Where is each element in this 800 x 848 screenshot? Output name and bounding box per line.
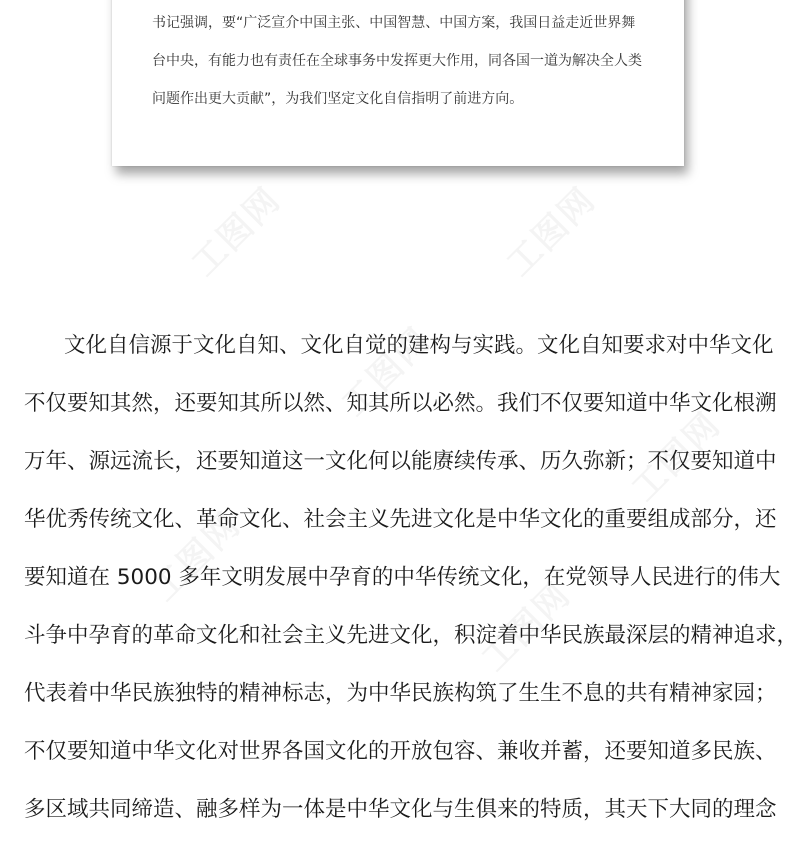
body-line: 不仅要知其然，还要知其所以然、知其所以必然。我们不仅要知道中华文化根溯 <box>24 391 777 416</box>
quote-line: 台中央，有能力也有责任在全球事务中发挥更大作用，同各国一道为解决全人类 <box>152 53 642 69</box>
body-line: 文化自信源于文化自知、文化自觉的建构与实践。文化自知要求对中华文化 <box>64 333 774 358</box>
body-line: 多区域共同缔造、融多样为一体是中华文化与生俱来的特质，其天下大同的理念 <box>24 797 777 822</box>
watermark <box>493 174 604 285</box>
body-line: 代表着中华民族独特的精神标志，为中华民族构筑了生生不息的共有精神家园； <box>24 681 777 706</box>
body-line: 要知道在 5000 多年文明发展中孕育的中华传统文化，在党领导人民进行的伟大 <box>24 565 781 590</box>
body-paragraph <box>24 326 799 848</box>
body-line: 不仅要知道中华文化对世界各国文化的开放包容、兼收并蓄，还要知道多民族、 <box>24 739 777 764</box>
quote-line: 问题作出更大贡献”，为我们坚定文化自信指明了前进方向。 <box>152 91 524 107</box>
quote-card <box>112 0 684 166</box>
body-line: 华优秀传统文化、革命文化、社会主义先进文化是中华文化的重要组成部分，还 <box>24 507 777 532</box>
body-line: 万年、源远流长，还要知道这一文化何以能赓续传承、历久弥新；不仅要知道中 <box>24 449 777 474</box>
quote-line: 书记强调，要“广泛宣介中国主张、中国智慧、中国方案，我国日益走近世界舞 <box>152 15 636 31</box>
watermark <box>178 174 289 285</box>
body-line: 斗争中孕育的革命文化和社会主义先进文化，积淀着中华民族最深层的精神追求， <box>24 623 799 648</box>
